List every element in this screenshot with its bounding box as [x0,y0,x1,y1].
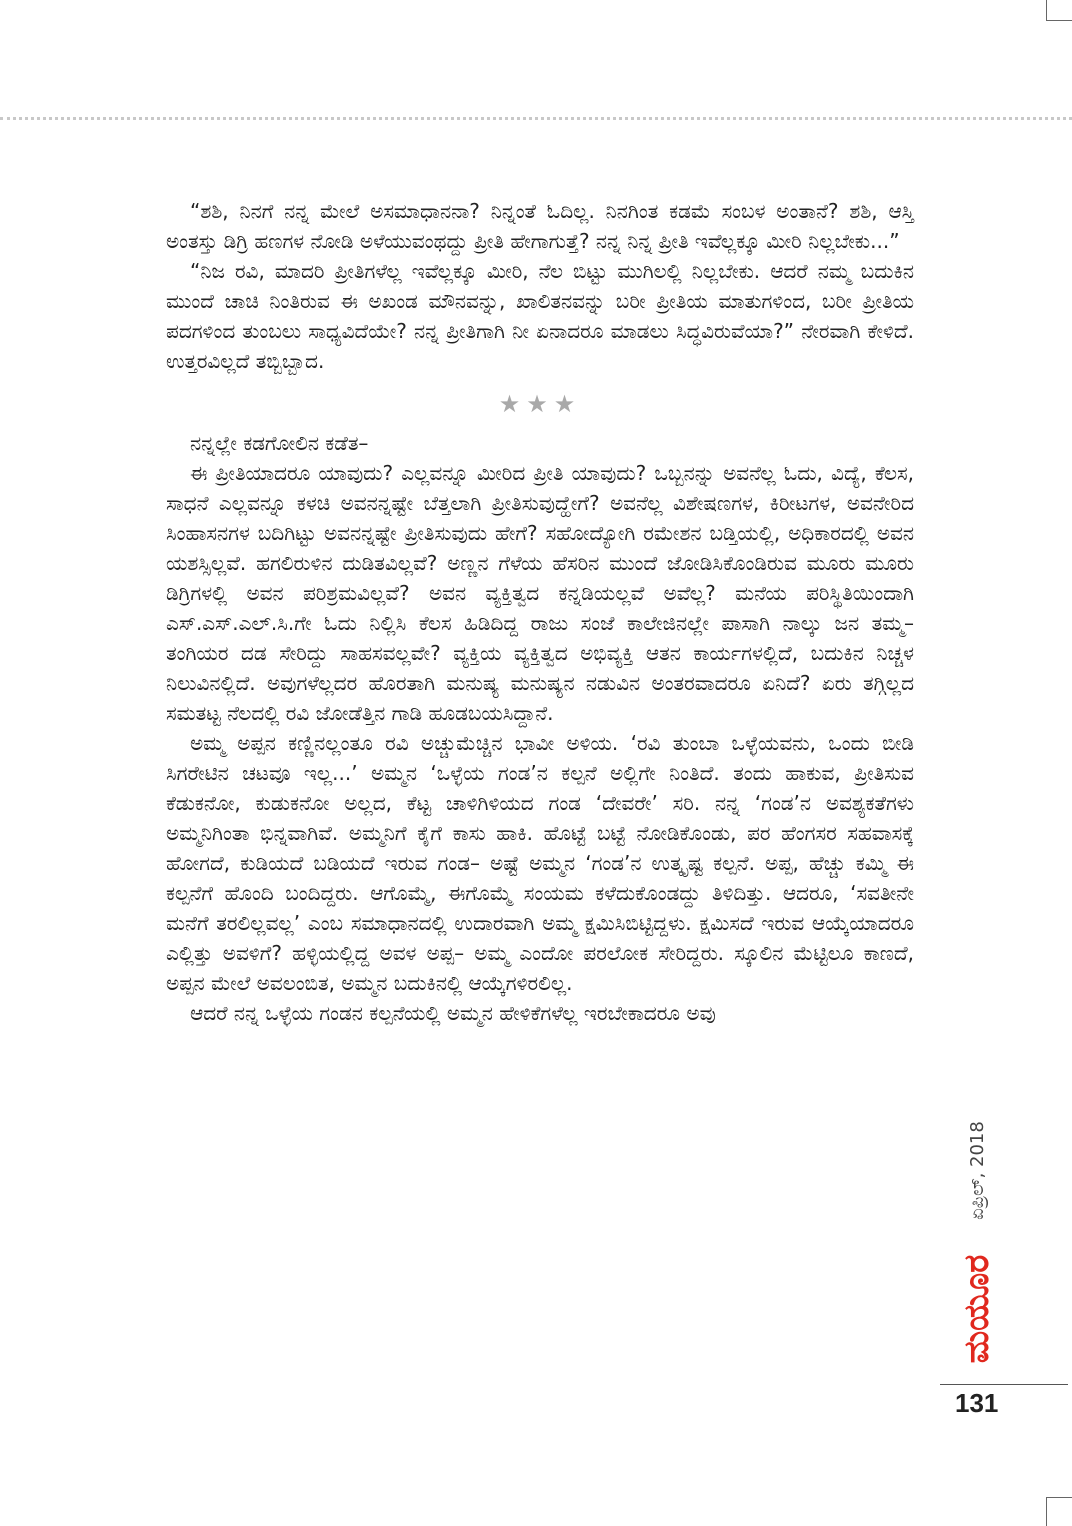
paragraph: ಆದರೆ ನನ್ನ ಒಳ್ಳೆಯ ಗಂಡನ ಕಲ್ಪನೆಯಲ್ಲಿ ಅಮ್ಮನ ಹೇಳಿಕೆಗಳೆಲ್ಲ ಇರಬೇಕಾದರೂ ಅವು [190,1001,716,1025]
masthead-logo [952,1250,1002,1368]
masthead-logo-text: ಮಯೂರ [957,1254,997,1364]
header-dotted-rule [0,117,1072,120]
paragraph: “ಶಶಿ, ನಿನಗೆ ನನ್ನ ಮೇಲೆ ಅಸಮಾಧಾನನಾ? ನಿನ್ನಂತೆ ಓದಿಲ್ಲ. ನಿನಗಿಂತ ಕಡಮೆ ಸಂಬಳ ಅಂತಾನೆ? ಶಶಿ, ಆಸ್ತಿ ಅಂತಸ್ತು ಡಿಗ್ರಿ ಹಣಗಳ ನೋಡಿ ಅಳೆಯುವಂಥದ್ದು ಪ್ರೀತಿ ಹೇಗಾಗುತ್ತೆ? ನನ್ನ ನಿನ್ನ ಪ್ರೀತಿ ಇವೆಲ್ಲಕ್ಕೂ ಮೀರಿ ನಿಲ್ಲಬೇಕು...” [166,199,914,253]
article-text [166,196,914,1028]
crop-mark-bottom-right [1046,1497,1072,1526]
crop-mark-top-right [1046,0,1072,21]
paragraph: ನನ್ನಲ್ಲೇ ಕಡಗೋಲಿನ ಕಡೆತ– [190,431,369,455]
page-number: 131 [955,1388,999,1418]
page-number-rule [940,1384,1068,1385]
paragraph: ಅಮ್ಮ ಅಪ್ಪನ ಕಣ್ಣಿನಲ್ಲಂತೂ ರವಿ ಅಚ್ಚುಮೆಚ್ಚಿನ ಭಾವೀ ಅಳಿಯ. ‘ರವಿ ತುಂಬಾ ಒಳ್ಳೆಯವನು, ಒಂದು ಬೀಡಿ ಸಿಗರೇಟಿನ ಚಟವೂ ಇಲ್ಲ...’ ಅಮ್ಮನ ‘ಒಳ್ಳೆಯ ಗಂಡ’ನ ಕಲ್ಪನೆ ಅಲ್ಲಿಗೇ ನಿಂತಿದೆ. ತಂದು ಹಾಕುವ, ಪ್ರೀತಿಸುವ ಕೆಡುಕನೋ, ಕುಡುಕನೋ ಅಲ್ಲದ, ಕೆಟ್ಟ ಚಾಳಿಗಿಳಿಯದ ಗಂಡ ‘ದೇವರೇ’ ಸರಿ. ನನ್ನ ‘ಗಂಡ’ನ ಅವಶ್ಯಕತೆಗಳು ಅಮ್ಮನಿಗಿಂತಾ ಭಿನ್ನವಾಗಿವೆ. ಅಮ್ಮನಿಗೆ ಕೈಗೆ ಕಾಸು ಹಾಕಿ. ಹೊಟ್ಟೆ ಬಟ್ಟೆ ನೋಡಿಕೊಂಡು, ಪರ ಹೆಂಗಸರ ಸಹವಾಸಕ್ಕೆ ಹೋಗದೆ, ಕುಡಿಯದೆ ಬಡಿಯದೆ ಇರುವ ಗಂಡ– ಅಷ್ಟೆ ಅಮ್ಮನ ‘ಗಂಡ’ನ ಉತ್ಕೃಷ್ಟ ಕಲ್ಪನೆ. ಅಪ್ಪ, ಹೆಚ್ಚು ಕಮ್ಮಿ ಈ ಕಲ್ಪನೆಗೆ ಹೊಂದಿ ಬಂದಿದ್ದರು. ಆಗೊಮ್ಮೆ, ಈಗೊಮ್ಮೆ ಸಂಯಮ ಕಳೆದುಕೊಂಡದ್ದು ತಿಳಿದಿತ್ತು. ಆದರೂ, ‘ಸವತೀನೇ ಮನೆಗೆ ತರಲಿಲ್ಲವಲ್ಲ’ ಎಂಬ ಸಮಾಧಾನದಲ್ಲಿ ಉದಾರವಾಗಿ ಅಮ್ಮ ಕ್ಷಮಿಸಿಬಿಟ್ಟಿದ್ದಳು. ಕ್ಷಮಿಸದೆ ಇರುವ ಆಯ್ಕೆಯಾದರೂ ಎಲ್ಲಿತ್ತು ಅವಳಿಗೆ? ಹಳ್ಳಿಯಲ್ಲಿದ್ದ ಅವಳ ಅಪ್ಪ– ಅಮ್ಮ ಎಂದೋ ಪರಲೋಕ ಸೇರಿದ್ದರು. ಸ್ಕೂಲಿನ ಮೆಟ್ಟಿಲೂ ಕಾಣದೆ, ಅಪ್ಪನ ಮೇಲೆ ಅವಲಂಬಿತ, ಅಮ್ಮನ ಬದುಕಿನಲ್ಲಿ ಆಯ್ಕೆಗಳಿರಲಿಲ್ಲ. [166,731,914,995]
issue-date [952,1100,1002,1240]
paragraph: “ನಿಜ ರವಿ, ಮಾದರಿ ಪ್ರೀತಿಗಳೆಲ್ಲ ಇವೆಲ್ಲಕ್ಕೂ ಮೀರಿ, ನೆಲ ಬಿಟ್ಟು ಮುಗಿಲಲ್ಲಿ ನಿಲ್ಲಬೇಕು. ಆದರೆ ನಮ್ಮ ಬದುಕಿನ ಮುಂದೆ ಚಾಚಿ ನಿಂತಿರುವ ಈ ಅಖಂಡ ಮೌನವನ್ನು, ಖಾಲಿತನವನ್ನು ಬರೀ ಪ್ರೀತಿಯ ಮಾತುಗಳಿಂದ, ಬರೀ ಪ್ರೀತಿಯ ಪದಗಳಿಂದ ತುಂಬಲು ಸಾಧ್ಯವಿದೆಯೇ? ನನ್ನ ಪ್ರೀತಿಗಾಗಿ ನೀ ಏನಾದರೂ ಮಾಡಲು ಸಿದ್ಧವಿರುವೆಯಾ?” ನೇರವಾಗಿ ಕೇಳಿದೆ. ಉತ್ತರವಿಲ್ಲದೆ ತಬ್ಬಿಬ್ಬಾದ. [166,259,914,373]
paragraph: ಈ ಪ್ರೀತಿಯಾದರೂ ಯಾವುದು? ಎಲ್ಲವನ್ನೂ ಮೀರಿದ ಪ್ರೀತಿ ಯಾವುದು? ಒಬ್ಬನನ್ನು ಅವನೆಲ್ಲ ಓದು, ವಿದ್ಯೆ, ಕೆಲಸ, ಸಾಧನೆ ಎಲ್ಲವನ್ನೂ ಕಳಚಿ ಅವನನ್ನಷ್ಟೇ ಬೆತ್ತಲಾಗಿ ಪ್ರೀತಿಸುವುದ್ಹೇಗೆ? ಅವನೆಲ್ಲ ವಿಶೇಷಣಗಳ, ಕಿರೀಟಗಳ, ಅವನೇರಿದ ಸಿಂಹಾಸನಗಳ ಬದಿಗಿಟ್ಟು ಅವನನ್ನಷ್ಟೇ ಪ್ರೀತಿಸುವುದು ಹೇಗೆ? ಸಹೋದ್ಯೋಗಿ ರಮೇಶನ ಬಡ್ತಿಯಲ್ಲಿ, ಅಧಿಕಾರದಲ್ಲಿ ಅವನ ಯಶಸ್ಸಿಲ್ಲವೆ. ಹಗಲಿರುಳಿನ ದುಡಿತವಿಲ್ಲವೆ? ಅಣ್ಣನ ಗೆಳೆಯ ಹೆಸರಿನ ಮುಂದೆ ಜೋಡಿಸಿಕೊಂಡಿರುವ ಮೂರು ಮೂರು ಡಿಗ್ರಿಗಳಲ್ಲಿ ಅವನ ಪರಿಶ್ರಮವಿಲ್ಲವೆ? ಅವನ ವ್ಯಕ್ತಿತ್ವದ ಕನ್ನಡಿಯಲ್ಲವೆ ಅವೆಲ್ಲ? ಮನೆಯ ಪರಿಸ್ಥಿತಿಯಿಂದಾಗಿ ಎಸ್.ಎಸ್.ಎಲ್.ಸಿ.ಗೇ ಓದು ನಿಲ್ಲಿಸಿ ಕೆಲಸ ಹಿಡಿದಿದ್ದ ರಾಜು ಸಂಜೆ ಕಾಲೇಜಿನಲ್ಲೇ ಪಾಸಾಗಿ ನಾಲ್ಕು ಜನ ತಮ್ಮ– ತಂಗಿಯರ ದಡ ಸೇರಿದ್ದು ಸಾಹಸವಲ್ಲವೇ? ವ್ಯಕ್ತಿಯ ವ್ಯಕ್ತಿತ್ವದ ಅಭಿವ್ಯಕ್ತಿ ಆತನ ಕಾರ್ಯಗಳಲ್ಲಿದೆ, ಬದುಕಿನ ನಿಚ್ಚಳ ನಿಲುವಿನಲ್ಲಿದೆ. ಅವುಗಳೆಲ್ಲದರ ಹೊರತಾಗಿ ಮನುಷ್ಯ ಮನುಷ್ಯನ ನಡುವಿನ ಅಂತರವಾದರೂ ಏನಿದೆ? ಏರು ತಗ್ಗಿಲ್ಲದ ಸಮತಟ್ಟ ನೆಲದಲ್ಲಿ ರವಿ ಜೋಡೆತ್ತಿನ ಗಾಡಿ ಹೂಡಬಯಸಿದ್ದಾನೆ. [166,461,914,725]
section-separator: ★★★ [498,390,582,418]
side-strip [952,1100,1002,1370]
issue-date-text: ಏಪ್ರಿಲ್, 2018 [966,1120,988,1220]
